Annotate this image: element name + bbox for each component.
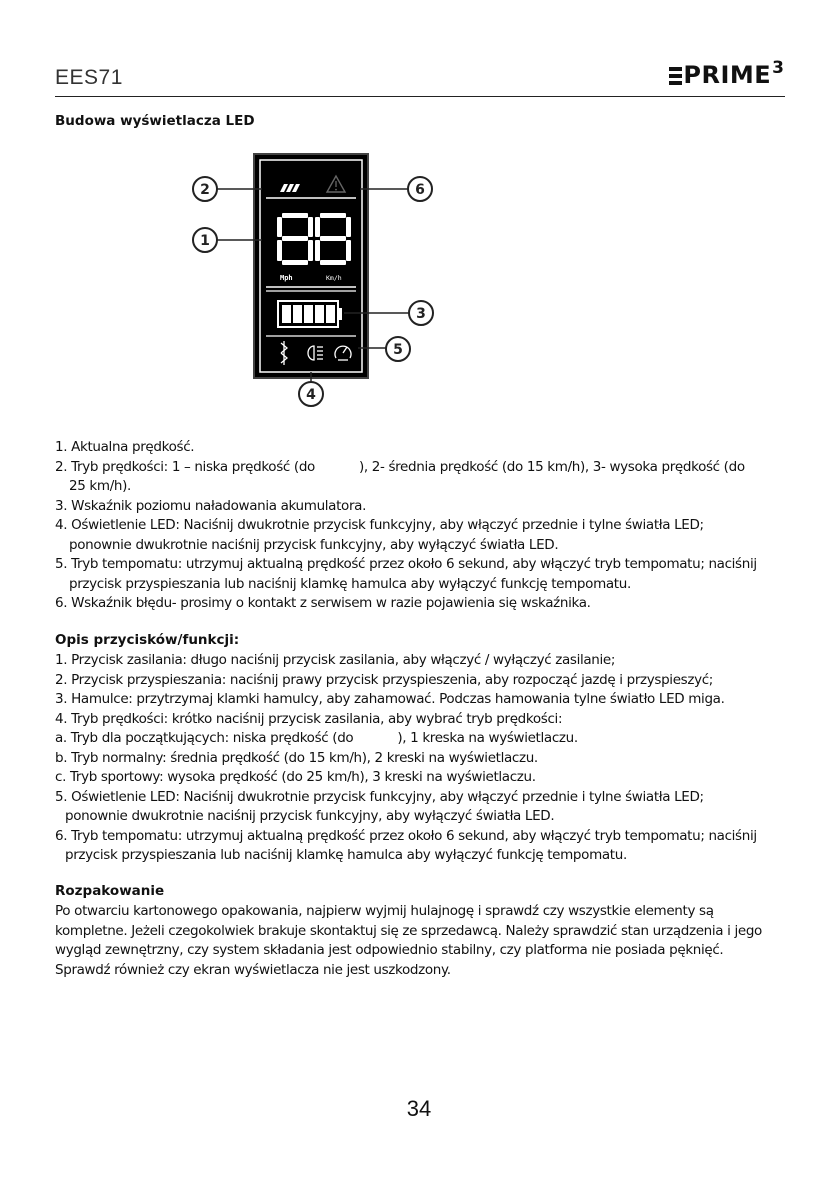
list-item: b. Tryb normalny: średnia prędkość (do 15 km/h), 2 kreski na wyświetlaczu. (55, 749, 538, 766)
list-item: 1. Przycisk zasilania: długo naciśnij przycisk zasilania, aby włączyć / wyłączyć zasilanie; (55, 652, 616, 668)
function-list (55, 651, 790, 866)
list-item: 2. Tryb prędkości: 1 – niska prędkość (do ), 2- średnia prędkość (do 15 km/h), 3- wysoka prędkość (do (55, 458, 745, 475)
list-item: przycisk przyspieszania lub naciśnij klamkę hamulca aby wyłączyć funkcję tempomatu. (69, 575, 631, 592)
list-item: 3. Hamulce: przytrzymaj klamki hamulcy, aby zahamować. Podczas hamowania tylne światło LED miga. (55, 691, 725, 707)
section-title-functions: Opis przycisków/funkcji: (55, 632, 240, 648)
callout-2: 2 (200, 182, 210, 198)
feature-list (55, 438, 790, 614)
paragraph-line: wygląd zewnętrzny, czy system składania jest odpowiednio stabilny, czy platforma nie posiada pęknięć. (55, 942, 724, 958)
list-item: 2. Przycisk przyspieszania: naciśnij prawy przycisk przyspieszenia, aby rozpocząć jazdę i przyspieszyć; (55, 671, 713, 688)
list-item: 4. Tryb prędkości: krótko naciśnij przycisk zasilania, aby wybrać tryb prędkości: (55, 710, 563, 727)
paragraph-line: Po otwarciu kartonowego opakowania, najpierw wyjmij hulajnogę i sprawdź czy wszystkie elementy są (55, 903, 714, 919)
callout-4: 4 (306, 387, 316, 403)
list-item: c. Tryb sportowy: wysoka prędkość (do 25 km/h), 3 kreski na wyświetlaczu. (55, 769, 536, 785)
led-display-diagram (188, 150, 458, 412)
list-item: 3. Wskaźnik poziomu naładowania akumulatora. (55, 497, 367, 514)
model-name: EES71 (55, 66, 123, 89)
brand-superscript: 3 (772, 58, 784, 78)
callout-1: 1 (200, 233, 210, 249)
section-title-display: Budowa wyświetlacza LED (55, 113, 255, 129)
list-item: ponownie dwukrotnie naciśnij przycisk funkcyjny, aby wyłączyć światła LED. (65, 808, 555, 824)
list-item: 5. Tryb tempomatu: utrzymuj aktualną prędkość przez około 6 sekund, aby włączyć tryb tempomatu; naciśnij (55, 556, 757, 572)
paragraph-line: Sprawdź również czy ekran wyświetlacza nie jest uszkodzony. (55, 961, 451, 978)
list-item: 6. Tryb tempomatu: utrzymuj aktualną prędkość przez około 6 sekund, aby włączyć tryb tempomatu; naciśnij (55, 827, 757, 844)
list-item: 25 km/h). (69, 478, 131, 494)
callout-5: 5 (393, 342, 403, 358)
list-item: ponownie dwukrotnie naciśnij przycisk funkcyjny, aby wyłączyć światła LED. (69, 536, 559, 553)
display-screen (254, 154, 368, 378)
unit-kmh: Km/h (326, 274, 342, 282)
paragraph-line: kompletne. Jeżeli czegokolwiek brakuje skontaktuj się ze sprzedawcą. Należy sprawdzić stan urządzenia i jego (55, 922, 762, 939)
list-item: przycisk przyspieszania lub naciśnij klamkę hamulca aby wyłączyć funkcję tempomatu. (65, 847, 627, 863)
brand-word: PRIME (683, 61, 772, 89)
list-item: 6. Wskaźnik błędu- prosimy o kontakt z serwisem w razie pojawienia się wskaźnika. (55, 595, 591, 611)
list-item: a. Tryb dla początkujących: niska prędkość (do ), 1 kreska na wyświetlaczu. (55, 730, 578, 746)
list-item: 4. Oświetlenie LED: Naciśnij dwukrotnie przycisk funkcyjny, aby włączyć przednie i tylne światła LED; (55, 517, 704, 533)
brand-logo (669, 60, 784, 90)
brand-bars-icon (669, 67, 682, 85)
list-item: 5. Oświetlenie LED: Naciśnij dwukrotnie przycisk funkcyjny, aby włączyć przednie i tylne światła LED; (55, 788, 704, 805)
page-number: 34 (406, 1096, 432, 1121)
list-item: 1. Aktualna prędkość. (55, 439, 195, 455)
callout-3: 3 (416, 306, 426, 322)
unpacking-paragraph (55, 902, 795, 980)
unit-mph: Mph (280, 274, 293, 282)
header-divider (55, 96, 785, 97)
callout-6: 6 (415, 182, 425, 198)
section-title-unpacking: Rozpakowanie (55, 883, 165, 899)
